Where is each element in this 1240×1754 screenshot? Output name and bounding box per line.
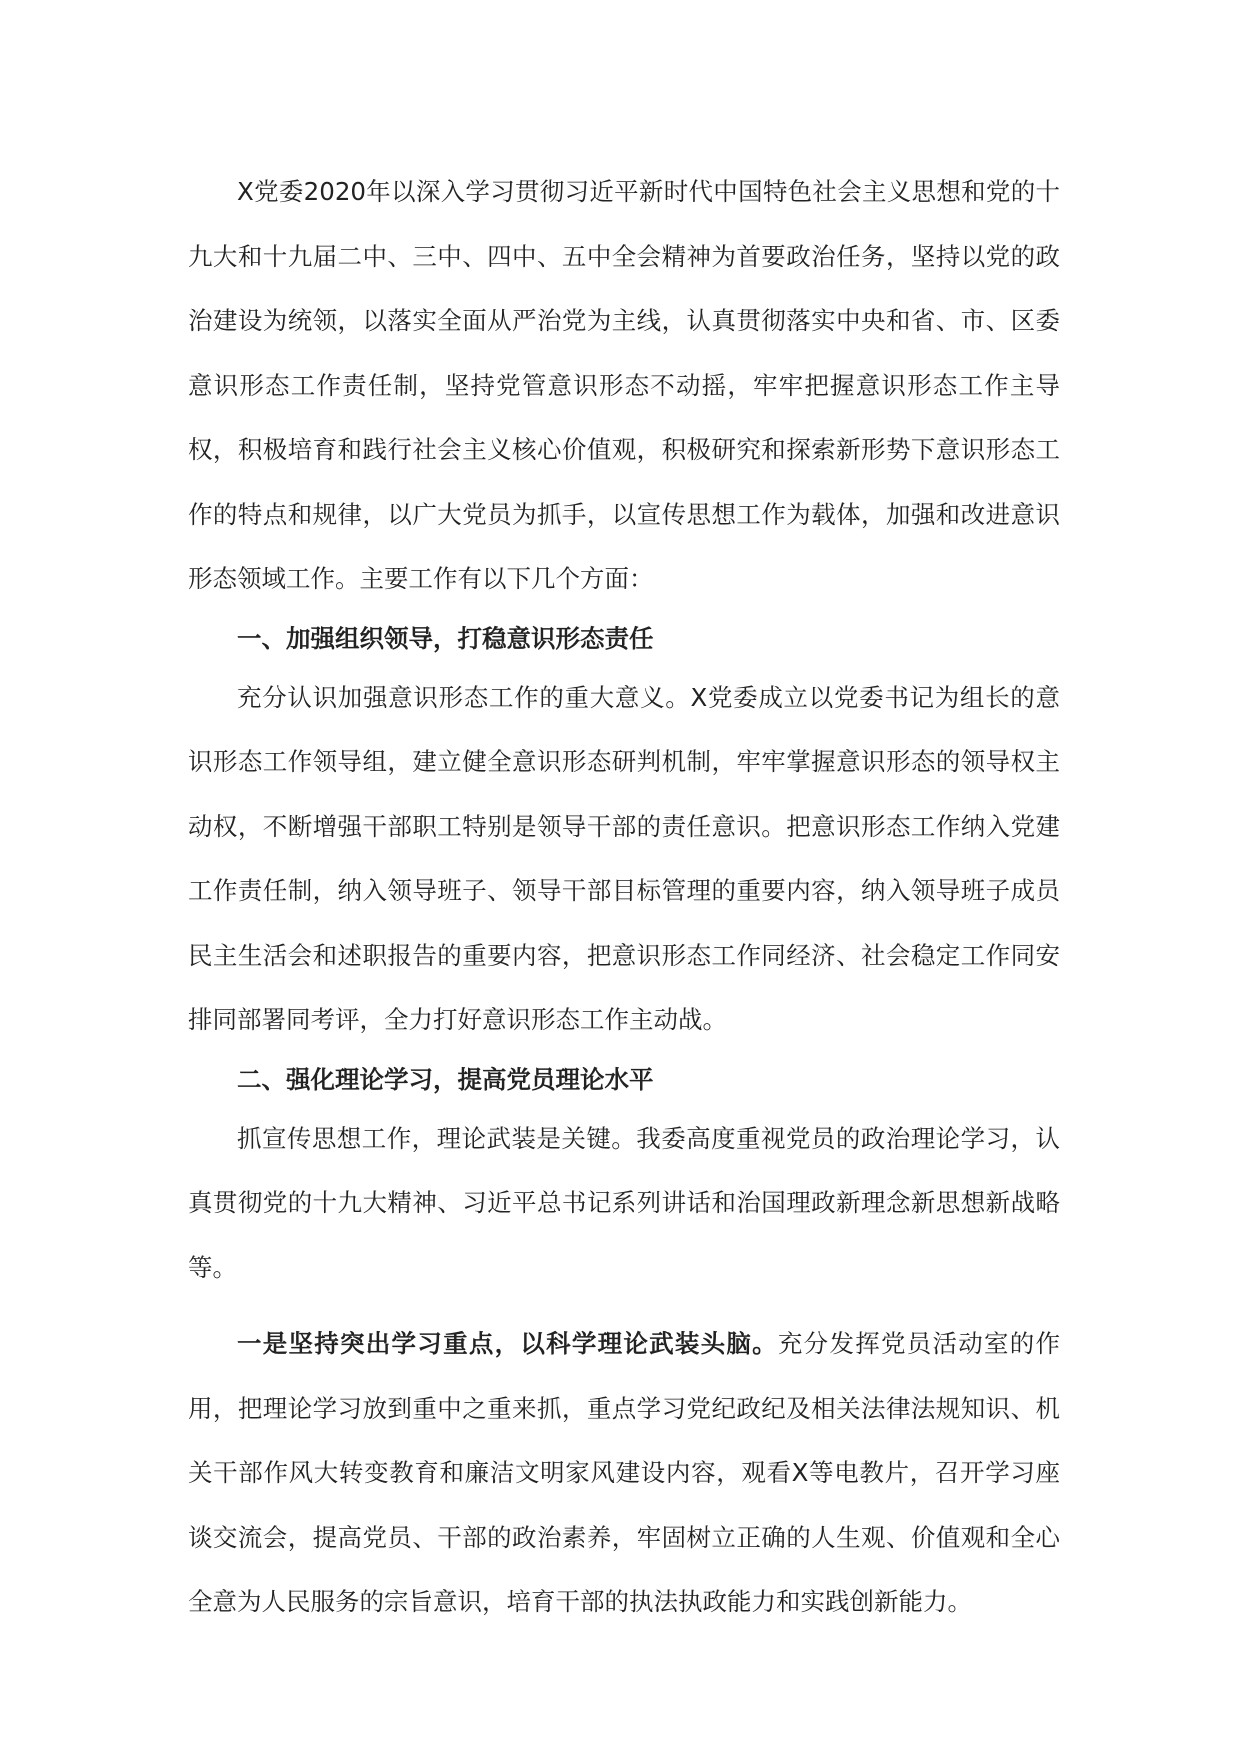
intro-paragraph: X党委2020年以深入学习贯彻习近平新时代中国特色社会主义思想和党的十九大和十九届二中、三中、四中、五中全会精神为首要政治任务，坚持以党的政治建设为统领，以落实全面从严治党为主线，认真贯彻落实中央和省、市、区委意识形态工作责任制，坚持党管意识形态不动摇，牢牢把握意识形态工作主导权，积极培育和践行社会主义核心价值观，积极研究和探索新形势下意识形态工作的特点和规律，以广大党员为抓手，以宣传思想工作为载体，加强和改进意识形态领域工作。主要工作有以下几个方面： — [188, 177, 1060, 593]
point-1-paragraph — [188, 1312, 1060, 1635]
document-page — [188, 160, 1060, 1635]
section-2-paragraph: 抓宣传思想工作，理论武装是关键。我委高度重视党员的政治理论学习，认真贯彻党的十九大精神、习近平总书记系列讲话和治国理政新理念新思想新战略等。 — [188, 1123, 1060, 1282]
point-1-lead: 一是坚持突出学习重点，以科学理论武装头脑。 — [237, 1329, 778, 1358]
section-2-heading: 二、强化理论学习，提高党员理论水平 — [237, 1064, 654, 1094]
point-1-text: 充分发挥党员活动室的作用，把理论学习放到重中之重来抓，重点学习党纪政纪及相关法律法规知识、机关干部作风大转变教育和廉洁文明家风建设内容，观看X等电教片，召开学习座谈交流会，提高党员、干部的政治素养，牢固树立正确的人生观、价值观和全心全意为人民服务的宗旨意识，培育干部的执法执政能力和实践创新能力。 — [188, 1329, 1061, 1616]
paragraph-spacer — [188, 1300, 1060, 1312]
section-1-heading: 一、加强组织领导，打稳意识形态责任 — [237, 623, 654, 653]
section-1-paragraph: 充分认识加强意识形态工作的重大意义。X党委成立以党委书记为组长的意识形态工作领导组，建立健全意识形态研判机制，牢牢掌握意识形态的领导权主动权，不断增强干部职工特别是领导干部的责任意识。把意识形态工作纳入党建工作责任制，纳入领导班子、领导干部目标管理的重要内容，纳入领导班子成员民主生活会和述职报告的重要内容，把意识形态工作同经济、社会稳定工作同安排同部署同考评，全力打好意识形态工作主动战。 — [188, 682, 1060, 1034]
